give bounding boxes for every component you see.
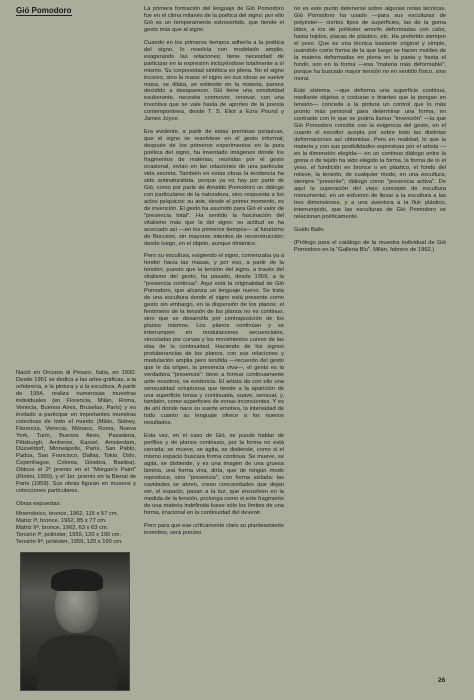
works-heading: Obras expuestas: (16, 501, 62, 508)
paragraph: Este sistema —que deforma una superficie continua, mediante objetos o costuras o tirantes que la pongan en tensión— concede a la pintura un control que lo más pronto más personal para determinar una forma, en contraste con lo que se podría llamar "invención" —la que Gió Pomodoro concibe con la exigencia del gesto, en el cuanto el escultor acepta por sobre todo las distintas deformaciones así obtenidas. Pero en realidad, lo que la materia y con sus posibilidades expresivas por el artista —en la dimensión elegida— en un continuo diálogo entre la goma o de tejido ha sido elegido la forma, la forma de lo el yeso, el fundición en bronce o en plástico, el fondo del relieve, la tensión, de cualquier modo, en una escultura, siempre "presente"; diálogo como "presencia activa". De aquí la superación del viejo concepto de escultura monumental, en un esfuerzo de llevar a la escultura a las tres dimensiones, y a una aventura a la fluir plástico, interrumpido, que las esculturas de Gió Pomodoro se relacionan poéticamente. (294, 88, 446, 220)
work-item: Matriz IIª, bronce, 1962, 63 x 63 cm. (16, 525, 109, 532)
work-item: Mnemónico, bronce, 1962, 115 x 57 cm. (16, 511, 119, 518)
works-list (16, 501, 136, 546)
paragraph: no es este punto detenerse sobre algunas notas técnicas. Gió Pomodoro ha usado —para sus esculturas de polyéster— ciertos tipos de superficies, las de la goma látex, a los de poliéster amorfo deformadas con calor, hasta tejidos, placas de plástico, etc. Ha preferido siempre el yeso. Que es una técnica bastante original y simple, usándolo como forma de la que luego se hacen moldes de la materia deformadas en plena en la pasta y hasta el fundir, son en la forma —esa "materia más deformable", porque ha buscado mayor tensión no en sentido físico, sino moral. (294, 6, 446, 82)
work-item: Tensión Iª, poliéster, 1959, 120 x 190 cm. (16, 531, 122, 538)
column-right (294, 6, 446, 259)
work-item: Matriz Iª, bronce, 1962, 85 x 77 cm. (16, 518, 107, 525)
source-note: (Prólogo para el catálogo de la muestra individual de Gió Pomodoro en la "Galleria Blu", Milán, febrero de 1962.) (294, 239, 446, 253)
paragraph: Pero su escultura, exigiendo el signo, comenzaba ya a tender hacia las masas, y por eso, a partir de la tensión, puesto que la tensión del signo, a través del vitalismo del gesto, ha pasado, desde 1959, a la "presencia continua". Aquí está la originalidad de Gió Pomodoro, que alcanza un lenguaje nuevo. Se trata de una escultura donde el signo está presente como gesto sin embargo, en la dispersión de los planos; el fenómeno de la tensión de los planos no es continuo, sino que se desarrolla por contraposición de los planos mismos. Los planos continúan y se interrumpen en modulaciones secuenciales, vinculadas por curvas y los movimientos curvos de las olas de la continuidad. Haciendo de los signos protuberancias de los planos, con sus relaciones y modulación amplia pero tendida —recuerdo del gesto que le da origen, la presencia viva—, el gesto es la verdadera "presencia": tiene a formar continuamente ante nosotros, se evidencia. El artista da con ello una sensualidad voluptuosa que tiende a la aparición de una superficie tensa y continuada, suave, sensual, y, también, como superficies de zonas inconcientes. Y es de ahí donde nace su suerte emotiva, la intensidad de todo cuanto su lenguaje ofrece a los nuevos resultados. (144, 253, 284, 427)
author-signature: Guido Ballo (294, 226, 324, 233)
column-middle (144, 6, 284, 543)
artist-title: Gió Pomodoro (16, 6, 72, 15)
paragraph: La primera formación del lenguaje de Gió Pomodoro fue en el clima milanés de la poética del signo; por ello Gió es un temperamento extrovertido, que tiende el gesto más que al signo. (144, 6, 284, 33)
paragraph: Era evidente, a partir de estas premisas psíquicas, que el signo se resolviese en el gesto informal; después de los primeros experimentos en la pura poética del signo, ha inventado imágenes donde los fragmentos de materias, reunidas por el gesto ocasional, vivían en las relaciones de una particular vida secreta. También en estas obras la tendencia ha sido antinaturalista, porque ya no hay por parte de Gió, como por parte de Arnaldo Pomodoro un diálogo con particulares de la naturaleza, sino respuesta a los actos psíquicos: su arte, desde el primer momento, es de invención. El gesto ha asumido para Gió el valor de "presencia total". Ha sentido la fascinación del vitalismo más que la del signo: su actitud se ha acercado así —en los primeros tiempos— al futurismo de Boccioni, sin mayores intentos de reconstrucción; desde luego, en el objeto, aunque dinámico. (144, 129, 284, 247)
bio-paragraph: Nació en Orciano di Pesaro, Italia, en 1930. Desde 1951 se dedica a las artes gráficas, a la orfebrería, a la pintura y a la escultura. A partir de 1954, realiza numerosas muestras individuales (en Florencia, Milán, Roma, Venecia, Buenos Aires, Bruselas, París) y es invitado a participar en importantes muestras colectivas de todo el mundo (Milán, Sidney, Florencia, Venecia, Mónaco, Roma, Nueva York, Turín, Buenos Aires, Pasadena, Pittsburgh, Amberes, Kassel, Amsterdam, Düsseldorf, Minneápolis, París, San Pablo, Padua, San Francisco, Dallas, Tokio, Oslo, Copenhague, Colonia, Ginebra, Basilea). Obtuvo el 2º premio en el "Morgan's Paint" (Rimini, 1959), y el 1er. premio en la Bienal de París (1959). Sus obras figuran en museos y colecciones particulares. (16, 370, 136, 495)
paragraph: Esta vez, en el caso de Gió, se puede hablar de perfiles y de planos continuos, por la forma no está cerrada; se mueve, se agita, se distiende, como si el mismo espacio buscara forma continua. Se mueve, se agita, se distiende, y es una imagen de una gruesa lámina, una forma viva, diría, que de ningún modo reproduce, sino "presencia", con forma aislada: las cavidades se abren, crean concavidades que dejan ver, el espacio, pasan a la luz, que envuelven en la medida de la tensión, prolonga como si este fragmento de una materia indefinida fuese sólo los límites de una forma, irracional en la continuidad del devenir. (144, 433, 284, 516)
column-left (16, 6, 136, 546)
paragraph: Cuando en los primeros tiempos adhería a la poética del signo, lo resolvía con modelado amplio, exagerando las relaciones; tiene necesidad de participar en la expresión incluyéndose totalmente a sí mismo. Su corporeidad sintética es plena. No el signo incisivo, sino la masa: el signo en sus obras se vuelve masa, se dilata, se extiende en la materia, parece decidido a desaparecer. Gió tiene una emotividad exuberante, necesita conmover, renovar, con una inventiva que se vale hasta de aportes de la poesía contemporánea, desde T. S. Eliot a Ezra Pound y James Joyce. (144, 39, 284, 123)
paragraph: Pero para que ese críticamente claro su planteamiento inventivo, será preciso (144, 522, 284, 536)
work-item: Tensión IIª, poliéster, 1959, 120 x 190 cm. (16, 538, 123, 545)
artist-portrait-photo (20, 552, 130, 691)
spacer (16, 22, 136, 370)
page-number: 26 (438, 677, 446, 684)
